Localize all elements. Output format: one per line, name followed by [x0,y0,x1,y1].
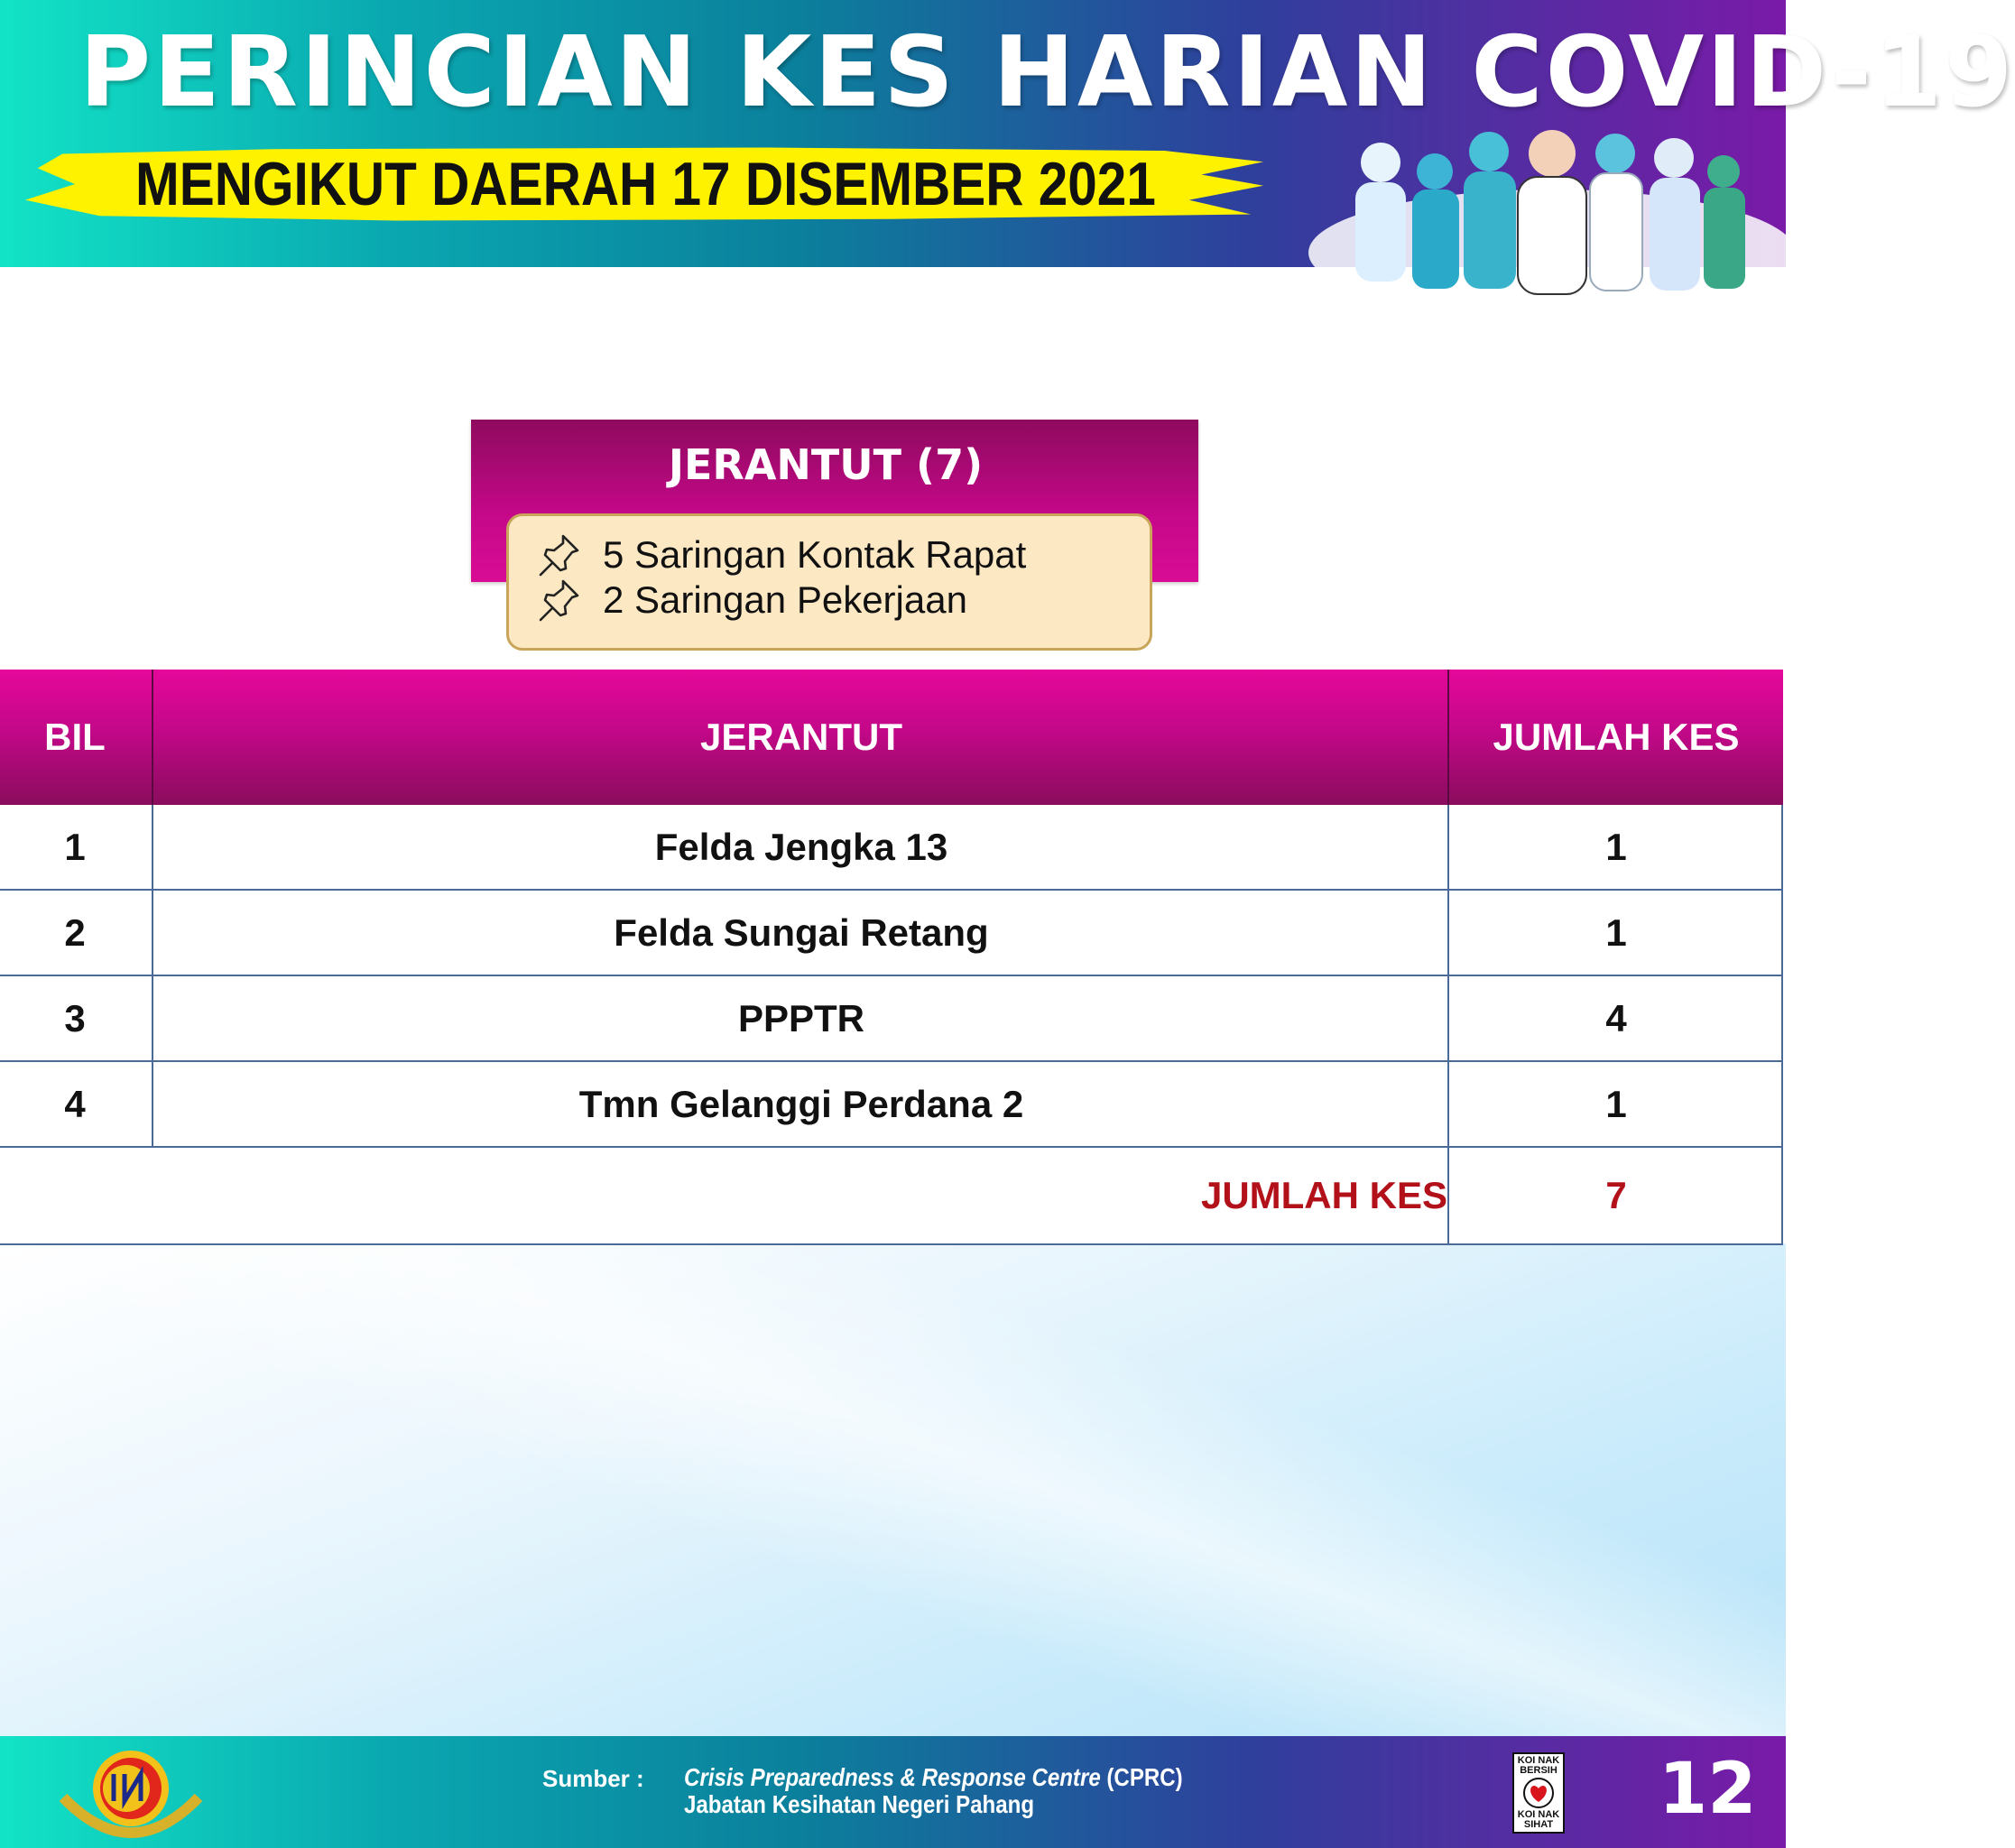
source-department: Jabatan Kesihatan Negeri Pahang [684,1790,1035,1818]
total-value: 7 [1605,1174,1627,1216]
koi-nak-sihat-logo [1512,1752,1565,1834]
koi-logo-top-text: KOI NAK BERSIH [1517,1755,1560,1776]
page-title: PERINCIAN KES HARIAN COVID-19 [79,16,2015,129]
cell-bil: 2 [64,910,86,954]
cell-bil: 3 [64,996,86,1040]
table-total-row [0,1148,1783,1245]
cell-cases: 1 [1605,825,1627,868]
column-header-cases: JUMLAH KES [1493,716,1740,758]
header-banner [0,0,2015,267]
source-label: Sumber : [542,1765,644,1792]
jkn-logo [54,1742,208,1843]
district-summary-title: JERANTUT (7) [668,440,984,489]
heart-icon [1522,1777,1555,1809]
cell-locality: Tmn Gelanggi Perdana 2 [578,1082,1024,1125]
summary-item-text: 5 Saringan Kontak Rapat [603,533,1027,576]
column-header-bil: BIL [44,716,106,758]
column-header-locality: JERANTUT [699,716,902,758]
district-summary-note [506,513,1152,651]
table-row [0,1062,1783,1148]
total-label: JUMLAH KES [1200,1174,1447,1216]
page-number: 12 [1659,1749,1757,1830]
cell-cases: 4 [1605,996,1627,1040]
koi-logo-bottom-text: KOI NAK SIHAT [1517,1809,1560,1830]
table-right-border [1781,805,1783,1245]
summary-item [536,532,1026,578]
cell-bil: 4 [64,1082,86,1125]
cell-bil: 1 [64,825,86,868]
table-row [0,976,1783,1062]
cell-cases: 1 [1605,1082,1627,1125]
pushpin-icon [536,532,583,578]
summary-item-text: 2 Saringan Pekerjaan [603,578,967,621]
page-subtitle: MENGIKUT DAERAH 17 DISEMBER 2021 [135,150,1156,218]
cell-locality: Felda Jengka 13 [654,825,948,868]
pushpin-icon [536,578,583,623]
table-row [0,805,1783,891]
cell-locality: PPPTR [737,996,865,1040]
source-org-abbr: (CPRC) [1106,1763,1183,1791]
healthcare-workers-illustration [1308,117,1786,298]
table-header [0,670,1783,805]
source-org-name: Crisis Preparedness & Response Centre [684,1763,1101,1791]
footer-bar [0,1736,1786,1848]
cell-cases: 1 [1605,910,1627,954]
source-organisation [684,1763,1183,1792]
cell-locality: Felda Sungai Retang [614,910,989,954]
table-row [0,891,1783,976]
background-gradient [0,1243,1786,1736]
summary-item [536,578,967,623]
